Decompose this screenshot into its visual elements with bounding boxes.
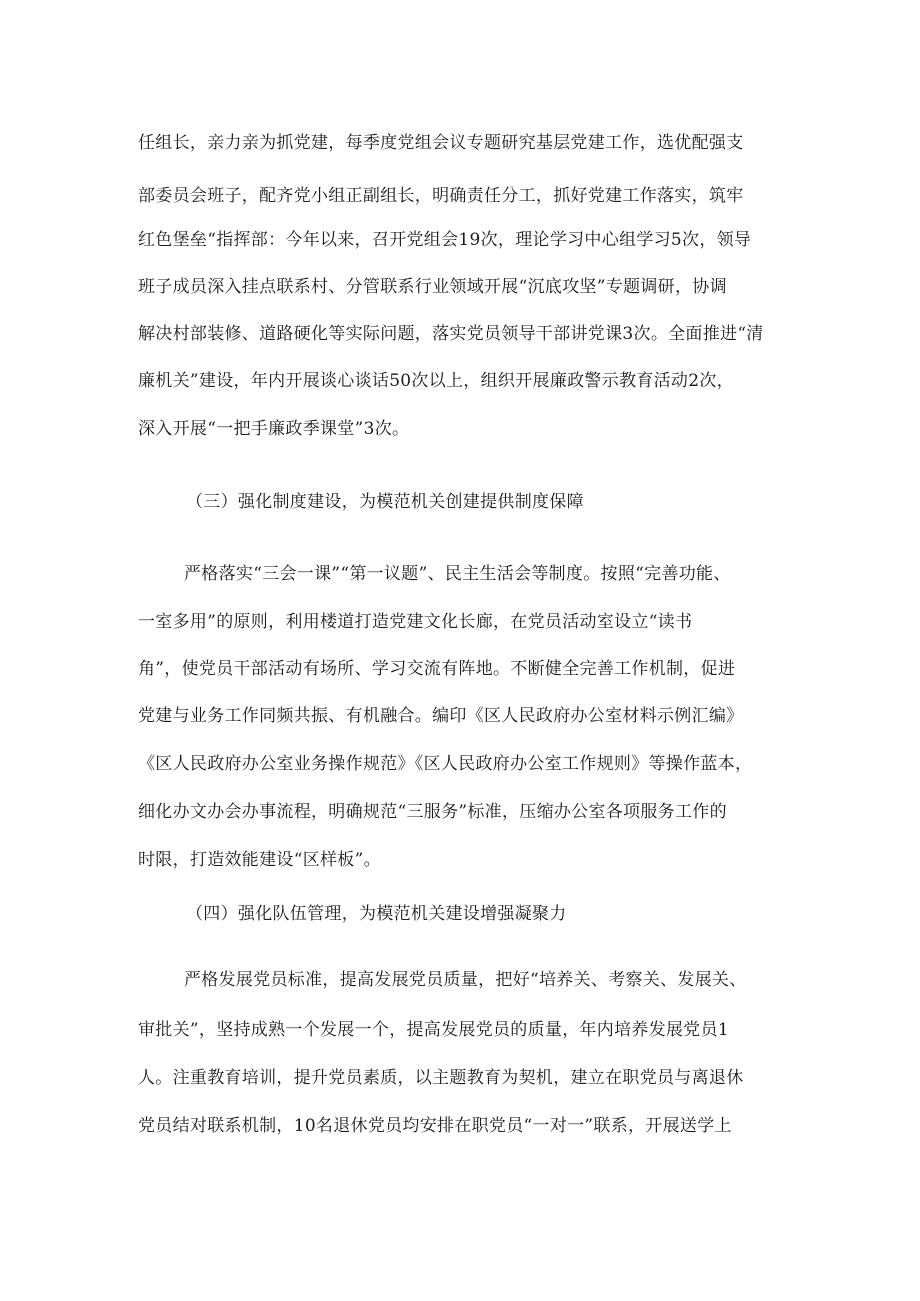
paragraph-line: 一室多用”的原则，利用楼道打造党建文化长廊，在党员活动室设立“读书	[138, 612, 693, 632]
paragraph-line: 时限，打造效能建设“区样板”。	[138, 850, 381, 870]
paragraph-line: 廉机关”建设，年内开展谈心谈话50次以上，组织开展廉政警示教育活动2次，	[138, 371, 734, 391]
paragraph-line: 班子成员深入挂点联系村、分管联系行业领域开展“沉底攻坚”专题调研，协调	[138, 277, 727, 297]
paragraph-line: 《区人民政府办公室业务操作规范》《区人民政府办公室工作规则》等操作蓝本，	[138, 754, 753, 774]
paragraph-line: 党员结对联系机制，10名退休党员均安排在职党员“一对一”联系，开展送学上	[138, 1116, 732, 1136]
paragraph-line: 人。注重教育培训，提升党员素质，以主题教育为契机，建立在职党员与离退休	[138, 1068, 744, 1088]
paragraph-line: 细化办文办会办事流程，明确规范“三服务”标准，压缩办公室各项服务工作的	[138, 802, 727, 822]
paragraph-line: 部委员会班子，配齐党小组正副组长，明确责任分工，抓好党建工作落实，筑牢	[138, 186, 744, 206]
paragraph-line: 党建与业务工作同频共振、有机融合。编印《区人民政府办公室材料示例汇编》	[138, 706, 744, 726]
paragraph-line: 任组长，亲力亲为抓党建，每季度党组会议专题研究基层党建工作，选优配强支	[138, 133, 744, 153]
paragraph-line: 红色堡垒“指挥部：今年以来，召开党组会19次，理论学习中心组学习5次，领导	[138, 230, 752, 250]
paragraph-line: 严格落实“三会一课”“第一议题”、民主生活会等制度。按照“完善功能、	[184, 564, 731, 584]
paragraph-line: 解决村部装修、道路硬化等实际问题，落实党员领导干部讲党课3次。全面推进“清	[138, 324, 764, 344]
section-heading: （三）强化制度建设，为模范机关创建提供制度保障	[186, 492, 584, 512]
paragraph-line: 严格发展党员标准，提高发展党员质量，把好“培养关、考察关、发展关、	[184, 970, 747, 990]
paragraph-line: 深入开展“一把手廉政季课堂”3次。	[138, 419, 410, 439]
section-heading: （四）强化队伍管理，为模范机关建设增强凝聚力	[186, 904, 567, 924]
paragraph-line: 审批关”，坚持成熟一个发展一个，提高发展党员的质量，年内培养发展党员1	[138, 1020, 730, 1040]
paragraph-line: 角”，使党员干部活动有场所、学习交流有阵地。不断健全完善工作机制，促进	[138, 659, 736, 679]
